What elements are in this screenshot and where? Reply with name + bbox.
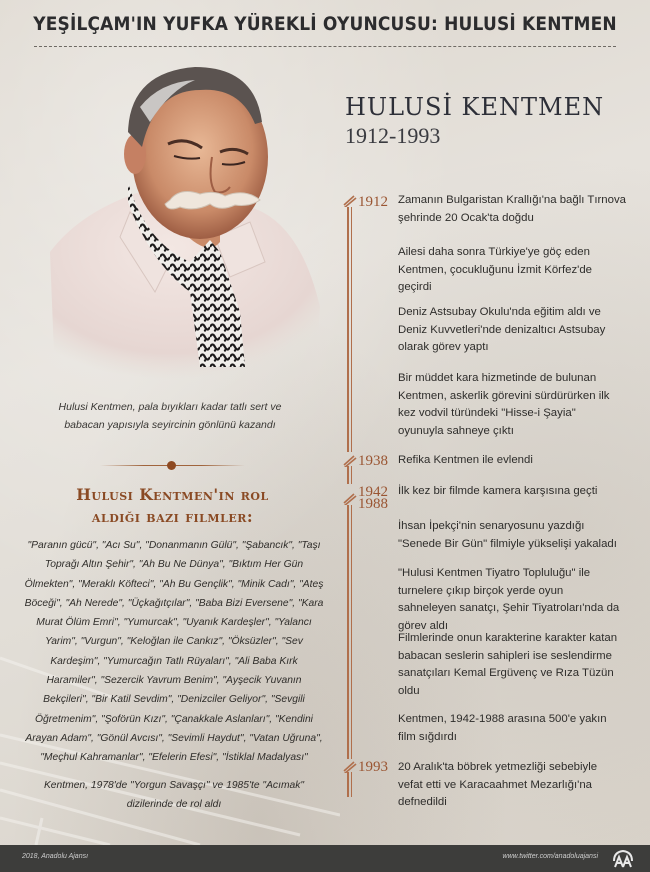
films-heading-line2: aldığı bazı filmler: xyxy=(91,507,254,526)
series-note: Kentmen, 1978'de "Yorgun Savaşçı" ve 1985'te "Acımak" dizilerinde de rol aldı xyxy=(43,780,305,810)
timeline-line xyxy=(347,207,352,452)
timeline-year: 1993 xyxy=(358,759,388,775)
timeline-year: 1942 xyxy=(358,484,388,500)
timeline-event: Refika Kentmen ile evlendi xyxy=(398,454,533,466)
timeline-break-icon xyxy=(343,195,357,207)
timeline-event: Filmlerinde onun karakterine karakter katan babacan seslerin sahipleri ise seslendirme sanatçıları Kemal Ergüvenç ve Rıza Tüzün oldu xyxy=(398,632,618,697)
timeline-break-icon xyxy=(343,761,357,773)
timeline-event: Ailesi daha sonra Türkiye'ye göç eden Kentmen, çocukluğunu İzmit Körfez'de geçirdi xyxy=(398,246,593,293)
timeline-line xyxy=(347,772,352,797)
timeline-year: 1938 xyxy=(358,453,388,469)
timeline-break-icon xyxy=(343,455,357,467)
timeline-event: İhsan İpekçi'nin senaryosunu yazdığı "Senede Bir Gün" filmiyle yükselişi yakaladı xyxy=(398,520,617,550)
films-heading-line1: Hulusi Kentmen'in rol xyxy=(76,485,269,504)
footer-twitter-link[interactable]: www.twitter.com/anadoluajansi xyxy=(502,853,598,860)
timeline-event: "Hulusi Kentmen Tiyatro Topluluğu" ile turnelere çıkıp birçok yerde oyun sahneleyen sanatçı, Şehir Tiyatroları'nda da görev aldı xyxy=(398,567,620,632)
timeline-line xyxy=(347,505,352,759)
ornament-divider xyxy=(100,461,245,471)
timeline-event: Zamanın Bulgaristan Krallığı'na bağlı Tırnova şehrinde 20 Ocak'ta doğdu xyxy=(398,194,627,224)
films-list: "Paranın gücü", "Acı Su", "Donanmanın Gülü", "Şabancık", "Taşı Toprağı Altın Şehir", "Ah Bu Ne Dünya", "Bıktım Her Gün Ölmekten", "Meraklı Köfteci", "Ah Bu Gençlik", "Minik Cadı", "Ateş Böceği", "Ah Nerede", "Üçkağıtçılar", "Baba Bizi Eversene", "Kara Murat Ölüm Emri", "Yumurcak", "Uyanık Kardeşler", "Yalancı Yarim", "Vurgun", "Keloğlan ile Cankız", "Öksüzler", "Sev Kardeşim", "Yumurcağın Tatlı Rüyaları", "Ali Baba Kırk Haramiler", "Sezercik Yavrum Benim", "Ayşecik Yuvanın Bekçileri", "Bir Katil Sevdim", "Denizciler Geliyor", "Sevgili Öğretmenim", "Şoförün Kızı", "Çanakkale Aslanları", "Kendini Arayan Adam", "Gönül Avcısı", "Sevimli Haydut", "Vatan Uğruna", "Meçhul Kahramanlar", "Efelerin Efesi", "İstiklal Madalyası" xyxy=(24,540,324,764)
timeline-year: 1988 xyxy=(358,496,388,512)
timeline-event: Deniz Astsubay Okulu'nda eğitim aldı ve Deniz Kuvvetleri'nde denizaltıcı Astsubay olarak görev yaptı xyxy=(398,306,606,353)
footer-copyright: 2018, Anadolu Ajansı xyxy=(22,853,89,860)
footer xyxy=(0,845,650,872)
name-heading: HULUSİ KENTMEN xyxy=(345,93,605,121)
timeline-event: 20 Aralık'ta böbrek yetmezliği sebebiyle vefat etti ve Karacaahmet Mezarlığı'na defnedildi xyxy=(398,761,598,808)
aa-logo-icon xyxy=(612,849,634,868)
page-title: YEŞİLÇAM'IN YUFKA YÜREKLİ OYUNCUSU: HULUSİ KENTMEN xyxy=(33,14,617,35)
life-years: 1912-1993 xyxy=(345,123,441,148)
title-divider xyxy=(34,46,616,47)
timeline-break-icon xyxy=(343,493,357,505)
timeline-year: 1912 xyxy=(358,194,388,210)
portrait-caption: Hulusi Kentmen, pala bıyıkları kadar tatlı sert ve babacan yapısıyla seyircinin gönlünü kazandı xyxy=(58,401,282,431)
timeline-event: İlk kez bir filmde kamera karşısına geçti xyxy=(398,485,598,497)
timeline-event: Kentmen, 1942-1988 arasına 500'e yakın film sığdırdı xyxy=(398,713,607,743)
films-heading xyxy=(30,484,315,528)
portrait-image xyxy=(50,62,340,380)
timeline-event: Bir müddet kara hizmetinde de bulunan Kentmen, askerlik görevini sürdürürken ilk kez vodvil türündeki "Hisse-i Şayia" oyunuyla sahneye çıktı xyxy=(398,372,610,437)
timeline-line xyxy=(347,466,352,484)
